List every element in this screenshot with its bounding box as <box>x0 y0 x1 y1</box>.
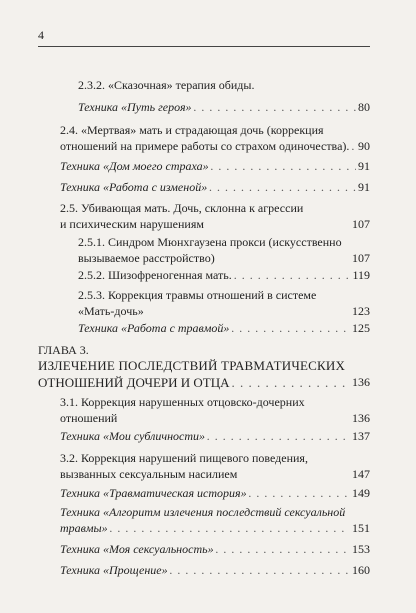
chapter-title-line2-row <box>38 374 370 391</box>
chapter-title-line2: ОТНОШЕНИЙ ДОЧЕРИ И ОТЦА <box>38 375 230 390</box>
toc-page-number: 107 <box>352 217 370 231</box>
toc-entry-text: 3.1. Коррекция нарушенных отцовско-дочерних <box>60 395 305 409</box>
toc-entry-text: 2.5. Убивающая мать. Дочь, склонна к агрессии <box>60 201 304 215</box>
toc-entry-text: Техника «Работа с изменой» <box>60 180 208 194</box>
toc-entry-text: вызванных сексуальным насилием <box>60 467 238 481</box>
toc-entry-text: «Мать-дочь» <box>78 304 144 318</box>
page-number: 4 <box>38 28 44 42</box>
toc-entry-text: Техника «Дом моего страха» <box>60 159 209 173</box>
toc-entry-text: отношений <box>60 411 118 425</box>
toc-entry-text: 3.2. Коррекция нарушений пищевого поведения, <box>60 451 308 465</box>
toc-entry-text: Техника «Мои субличности» <box>60 429 206 443</box>
toc-entry-2-5-cont <box>60 216 370 232</box>
chapter-title-line1: ИЗЛЕЧЕНИЕ ПОСЛЕДСТВИЙ ТРАВМАТИЧЕСКИХ <box>38 358 346 373</box>
toc-page-number: 90 <box>358 139 370 153</box>
leader-dots <box>231 320 350 336</box>
toc-entry-text: Техника «Алгоритм излечения последствий сексуальной <box>60 505 346 519</box>
header-rule <box>38 46 370 47</box>
toc-entry-2-3-2 <box>78 77 254 93</box>
leader-dots <box>232 374 350 391</box>
toc-entry-2-5-2 <box>78 267 370 283</box>
leader-dots <box>209 179 356 195</box>
toc-entry-text: Техника «Травматическая история» <box>60 486 247 500</box>
toc-page-number: 91 <box>358 180 370 194</box>
toc-entry-2-5 <box>60 200 303 216</box>
toc-page-number: 160 <box>352 563 370 577</box>
toc-entry-text: 2.4. «Мертвая» мать и страдающая дочь (коррекция <box>60 123 324 137</box>
toc-page-number: 80 <box>358 100 370 114</box>
toc-entry-3-2 <box>60 450 308 466</box>
leader-dots <box>110 520 350 536</box>
toc-entry-technique-trauma-work <box>78 320 370 336</box>
toc-page-number: 125 <box>352 321 370 335</box>
leader-dots <box>351 138 356 154</box>
toc-entry-2-5-1 <box>78 234 342 250</box>
toc-entry-text: Техника «Работа с травмой» <box>78 321 230 335</box>
toc-entry-technique-my-sexuality <box>60 541 370 557</box>
toc-entry-text: 2.5.1. Синдром Мюнхгаузена прокси (искусственно <box>78 235 342 249</box>
toc-entry-technique-house-fear <box>60 158 370 174</box>
toc-entry-technique-betrayal <box>60 179 370 195</box>
leader-dots <box>207 428 350 444</box>
toc-entry-text: и психическим нарушениям <box>60 217 204 231</box>
toc-entry-2-5-3 <box>78 287 316 303</box>
toc-page-number: 153 <box>352 542 370 556</box>
toc-entry-text: Техника «Путь героя» <box>78 100 192 114</box>
toc-page-number: 136 <box>352 411 370 425</box>
toc-page-number: 147 <box>352 467 370 481</box>
toc-page-number: 107 <box>352 251 370 265</box>
toc-entry-text: 2.3.2. «Сказочная» терапия обиды. <box>78 78 255 92</box>
toc-entry-text: вызываемое расстройство) <box>78 251 215 265</box>
chapter-label: ГЛАВА 3. <box>38 343 89 357</box>
leader-dots <box>249 485 350 501</box>
toc-entry-technique-healing-algorithm <box>60 504 345 520</box>
toc-entry-text: Техника «Прощение» <box>60 563 168 577</box>
toc-page-number: 123 <box>352 304 370 318</box>
toc-page-number: 136 <box>352 375 370 389</box>
leader-dots <box>234 267 351 283</box>
toc-entry-text: 2.5.3. Коррекция травмы отношений в системе <box>78 288 317 302</box>
toc-entry-2-4 <box>60 122 324 138</box>
toc-entry-text: Техника «Моя сексуальность» <box>60 542 214 556</box>
toc-entry-2-4-cont <box>60 138 370 154</box>
toc-entry-3-1-cont <box>60 410 370 426</box>
toc-entry-2-5-3-cont <box>78 303 370 319</box>
leader-dots <box>211 158 356 174</box>
leader-dots <box>216 541 350 557</box>
toc-entry-text: отношений на примере работы со страхом одиночества). <box>60 139 350 153</box>
toc-entry-3-1 <box>60 394 305 410</box>
toc-entry-technique-healing-algorithm-cont <box>60 520 370 536</box>
toc-entry-2-5-1-cont <box>78 250 370 266</box>
toc-entry-technique-subpersonalities <box>60 428 370 444</box>
toc-page-number: 137 <box>352 429 370 443</box>
toc-entry-technique-traumatic-story <box>60 485 370 501</box>
toc-entry-technique-forgiveness <box>60 562 370 578</box>
toc-entry-text: 2.5.2. Шизофреногенная мать. <box>78 268 232 282</box>
toc-page-number: 91 <box>358 159 370 173</box>
toc-page-number: 119 <box>352 268 370 282</box>
toc-page-number: 149 <box>352 486 370 500</box>
toc-entry-3-2-cont <box>60 466 370 482</box>
leader-dots <box>170 562 350 578</box>
toc-entry-text: травмы» <box>60 521 108 535</box>
toc-entry-technique-hero-path <box>78 99 370 115</box>
toc-page-number: 151 <box>352 521 370 535</box>
leader-dots <box>194 99 356 115</box>
